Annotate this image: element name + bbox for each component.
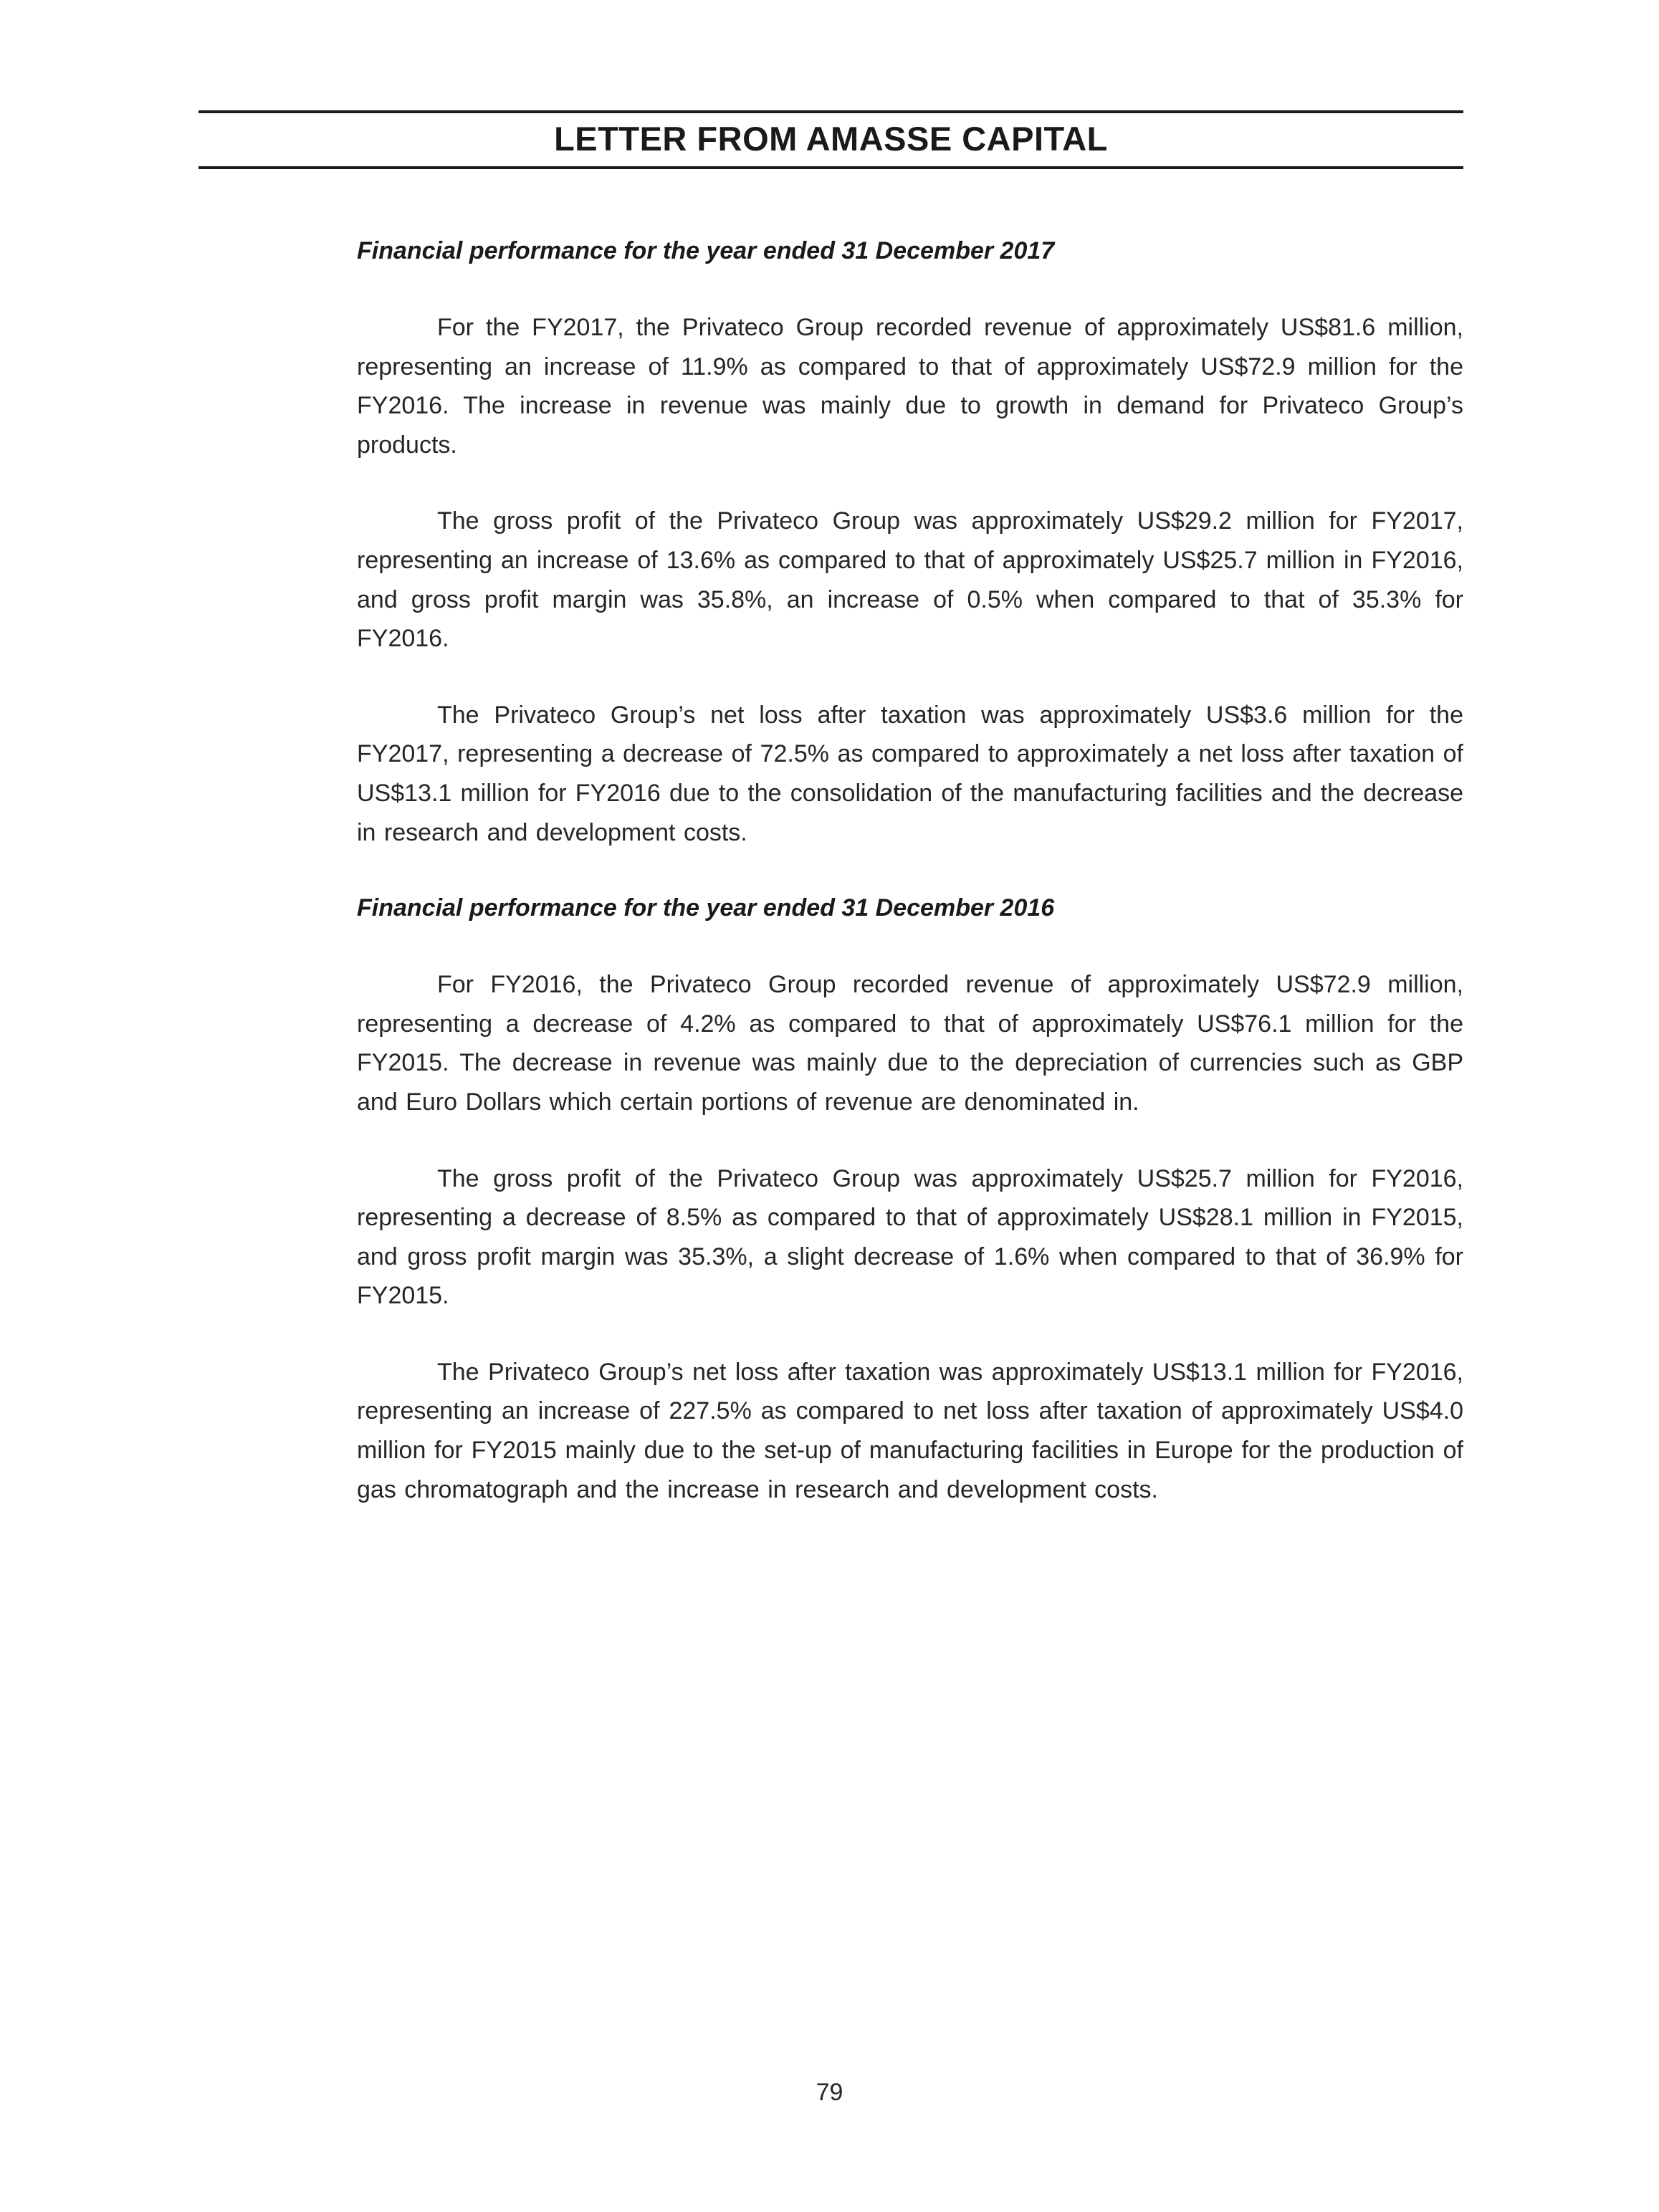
section-heading-2017: Financial performance for the year ended 31 December 2017 (357, 237, 1055, 264)
paragraph-2017-net-loss: The Privateco Group’s net loss after taxation was approximately US$3.6 million for the FY2017, representing a decrease of 72.5% as compared to approximately a net loss after taxation of US$13.1 million for FY2016 due to the consolidation of the manufacturing facilities and the decrease in research and development costs. (357, 701, 1463, 846)
header-bottom-rule (199, 166, 1463, 169)
page-header-title: LETTER FROM AMASSE CAPITAL (554, 120, 1108, 158)
document-body (357, 231, 1463, 1509)
paragraph-2017-gross-profit: The gross profit of the Privateco Group was approximately US$29.2 million for FY2017, representing an increase of 13.6% as compared to that of approximately US$25.7 million in FY2016, and gross profit margin was 35.8%, an increase of 0.5% when compared to that of 35.3% for FY2016. (357, 507, 1463, 653)
paragraph-2017-revenue: For the FY2017, the Privateco Group recorded revenue of approximately US$81.6 million, representing an increase of 11.9% as compared to that of approximately US$72.9 million for the FY2016. The increase in revenue was mainly due to growth in demand for Privateco Group’s products. (357, 314, 1463, 459)
paragraph-2016-net-loss: The Privateco Group’s net loss after taxation was approximately US$13.1 million for FY2016, representing an increase of 227.5% as compared to net loss after taxation of approximately US$4.0 million for FY2015 mainly due to the set-up of manufacturing facilities in Europe for the production of gas chromatograph and the increase in research and development costs. (357, 1358, 1463, 1503)
page-number: 79 (816, 2079, 843, 2106)
paragraph-2016-revenue: For FY2016, the Privateco Group recorded revenue of approximately US$72.9 million, representing a decrease of 4.2% as compared to that of approximately US$76.1 million for the FY2015. The decrease in revenue was mainly due to the depreciation of currencies such as GBP and Euro Dollars which certain portions of revenue are denominated in. (357, 971, 1463, 1116)
paragraph-2016-gross-profit: The gross profit of the Privateco Group was approximately US$25.7 million for FY2016, representing a decrease of 8.5% as compared to that of approximately US$28.1 million in FY2015, and gross profit margin was 35.3%, a slight decrease of 1.6% when compared to that of 36.9% for FY2015. (357, 1164, 1463, 1310)
header-top-rule (199, 110, 1463, 113)
section-heading-2016: Financial performance for the year ended 31 December 2016 (357, 894, 1055, 922)
